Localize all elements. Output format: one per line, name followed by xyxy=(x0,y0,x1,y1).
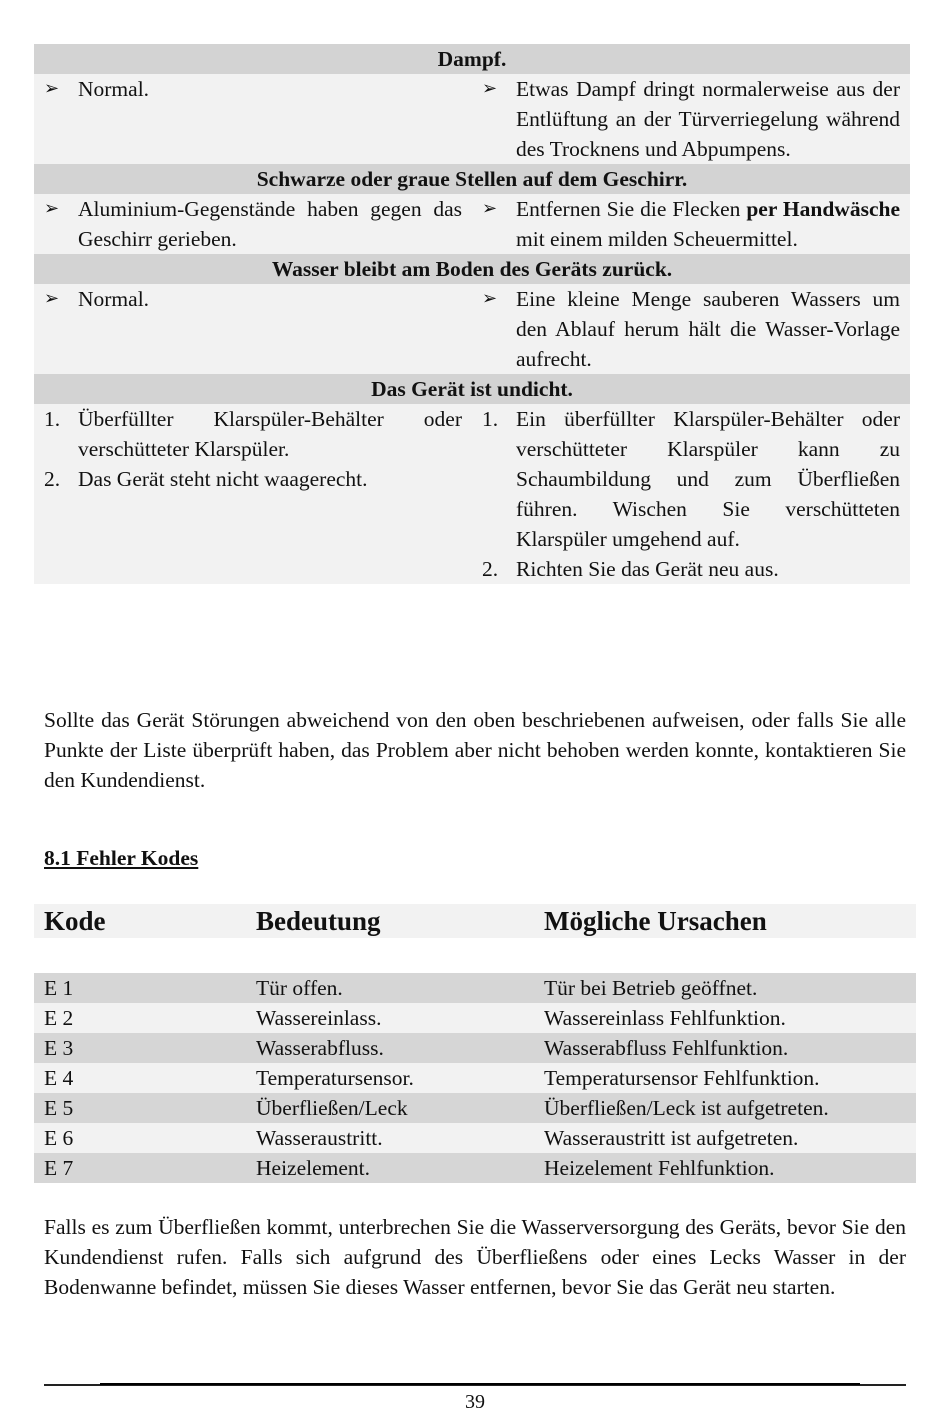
cause-column xyxy=(34,404,472,584)
footer-divider-accent xyxy=(100,1383,860,1385)
section-title: 8.1 Fehler Kodes xyxy=(44,846,199,870)
header-meaning: Bedeutung xyxy=(256,906,381,936)
cause-cell: Wasseraustritt ist aufgetreten. xyxy=(544,1126,799,1150)
cause-cell: Tür bei Betrieb geöffnet. xyxy=(544,976,758,1000)
list-item xyxy=(44,284,462,314)
troubleshooting-table xyxy=(34,44,910,584)
solution-text: Eine kleine Menge sauberen Wassers um den Ablauf herum hält die Wasser-Vorlage aufrecht. xyxy=(516,287,900,371)
solution-text xyxy=(516,194,900,254)
arrow-bullet-icon: ➢ xyxy=(44,198,60,219)
cause-cell: Überfließen/Leck ist aufgetreten. xyxy=(544,1096,829,1120)
table-row xyxy=(34,1033,916,1063)
list-number: 2. xyxy=(44,467,61,491)
solution-column xyxy=(472,74,910,164)
code-cell: E 3 xyxy=(44,1036,74,1060)
code-cell: E 5 xyxy=(44,1096,74,1120)
list-number: 1. xyxy=(482,407,499,431)
cause-text: Das Gerät steht nicht waagerecht. xyxy=(78,467,368,491)
list-number: 1. xyxy=(44,407,61,431)
section-body xyxy=(34,404,910,584)
arrow-bullet-icon: ➢ xyxy=(44,288,60,309)
meaning-cell: Wasseraustritt. xyxy=(256,1126,383,1150)
solution-text: Ein überfüllter Klarspüler-Behälter oder verschütteter Klarspüler kann zu Schaumbildung und zum Überfließen führen. Wischen Sie verschütteten Klarspüler umgehend auf. xyxy=(516,407,900,551)
arrow-bullet-icon: ➢ xyxy=(482,78,498,99)
cause-text: Normal. xyxy=(78,287,150,311)
section-body xyxy=(34,74,910,164)
cause-column xyxy=(34,74,472,164)
solution-column xyxy=(472,404,910,584)
code-cell: E 6 xyxy=(44,1126,74,1150)
list-item xyxy=(482,404,900,554)
error-code-table xyxy=(34,973,916,1183)
cause-cell: Temperatursensor Fehlfunktion. xyxy=(544,1066,820,1090)
contact-service-paragraph: Sollte das Gerät Störungen abweichend von den oben beschriebenen aufweisen, oder falls Sie alle Punkte der Liste überprüft haben, das Problem aber nicht behoben werden konnte, kontaktieren Sie den Kundendienst. xyxy=(44,708,906,792)
cause-column xyxy=(34,194,472,254)
table-row xyxy=(34,1093,916,1123)
arrow-bullet-icon: ➢ xyxy=(482,288,498,309)
list-item xyxy=(482,74,900,164)
list-item xyxy=(44,194,462,254)
cause-text: Normal. xyxy=(78,77,150,101)
section-heading: Das Gerät ist undicht. xyxy=(34,374,910,404)
header-causes: Mögliche Ursachen xyxy=(544,906,767,936)
meaning-cell: Überfließen/Leck xyxy=(256,1096,408,1120)
list-item xyxy=(44,404,462,464)
solution-column xyxy=(472,284,910,374)
code-cell: E 2 xyxy=(44,1006,74,1030)
arrow-bullet-icon: ➢ xyxy=(44,78,60,99)
section-body xyxy=(34,284,910,374)
cause-text: Aluminium-Gegenstände haben gegen das Geschirr gerieben. xyxy=(78,197,462,251)
table-row xyxy=(34,973,916,1003)
section-heading: Schwarze oder graue Stellen auf dem Geschirr. xyxy=(34,164,910,194)
code-cell: E 4 xyxy=(44,1066,74,1090)
cause-cell: Heizelement Fehlfunktion. xyxy=(544,1156,775,1180)
code-cell: E 1 xyxy=(44,976,74,1000)
section-heading: Dampf. xyxy=(34,44,910,74)
list-number: 2. xyxy=(482,557,499,581)
table-row xyxy=(34,1063,916,1093)
solution-text-pre: Entfernen Sie die Flecken xyxy=(516,197,747,221)
cause-text: Überfüllter Klarspüler-Behälter oder verschütteter Klarspüler. xyxy=(78,407,462,461)
solution-text: Etwas Dampf dringt normalerweise aus der Entlüftung an der Türverriegelung während des Trocknens und Abpumpens. xyxy=(516,77,900,161)
page-number: 39 xyxy=(465,1391,485,1413)
header-code: Kode xyxy=(44,906,106,936)
list-item xyxy=(482,554,900,584)
meaning-cell: Wasserabfluss. xyxy=(256,1036,384,1060)
list-item xyxy=(44,74,462,104)
list-item xyxy=(482,194,900,254)
meaning-cell: Wassereinlass. xyxy=(256,1006,382,1030)
solution-text: Richten Sie das Gerät neu aus. xyxy=(516,557,779,581)
table-row xyxy=(34,1153,916,1183)
meaning-cell: Tür offen. xyxy=(256,976,343,1000)
error-code-table-header xyxy=(34,904,916,938)
arrow-bullet-icon: ➢ xyxy=(482,198,498,219)
list-item xyxy=(44,464,462,494)
solution-text-post: mit einem milden Scheuermittel. xyxy=(516,227,798,251)
meaning-cell: Temperatursensor. xyxy=(256,1066,414,1090)
code-cell: E 7 xyxy=(44,1156,74,1180)
cause-cell: Wasserabfluss Fehlfunktion. xyxy=(544,1036,789,1060)
section-body xyxy=(34,194,910,254)
list-item xyxy=(482,284,900,374)
meaning-cell: Heizelement. xyxy=(256,1156,371,1180)
overflow-paragraph: Falls es zum Überfließen kommt, unterbrechen Sie die Wasserversorgung des Geräts, bevor Sie den Kundendienst rufen. Falls sich aufgrund des Überfließens oder eines Lecks Wasser in der Bodenwanne befindet, müssen Sie dieses Wasser entfernen, bevor Sie das Gerät neu starten. xyxy=(44,1215,906,1299)
cause-column xyxy=(34,284,472,374)
cause-cell: Wassereinlass Fehlfunktion. xyxy=(544,1006,786,1030)
solution-column xyxy=(472,194,910,254)
solution-text-bold: per Handwäsche xyxy=(746,197,900,221)
table-row xyxy=(34,1123,916,1153)
section-heading: Wasser bleibt am Boden des Geräts zurück. xyxy=(34,254,910,284)
table-row xyxy=(34,1003,916,1033)
